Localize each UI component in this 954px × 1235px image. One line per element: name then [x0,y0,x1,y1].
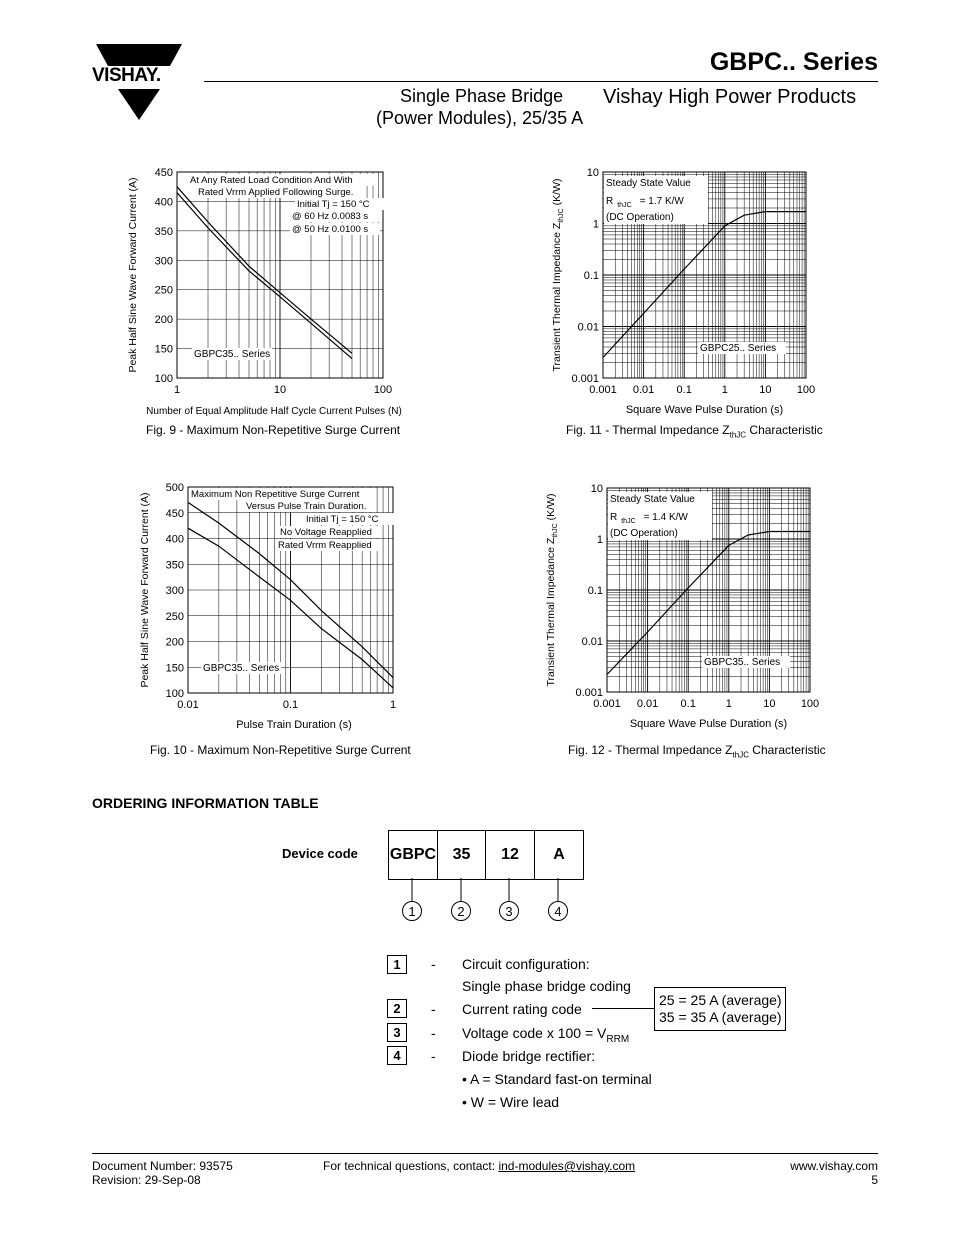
code-circle-2: 2 [451,901,471,921]
item-num-3: 3 [387,1023,407,1042]
fig12-caption [568,743,826,759]
thermal-curve [603,212,806,358]
device-code-label: Device code [282,846,358,861]
item-dash-2: - [431,1001,436,1017]
fig11-chart [548,158,838,423]
device-code-table [388,830,584,880]
y-tick-label: 250 [154,284,173,297]
bullet-w-text: W = Wire lead [470,1094,560,1110]
y-tick-label: 10 [586,167,599,179]
fig11-caption [566,423,823,439]
x-tick-label: 0.1 [282,699,299,711]
annotation-text: At Any Rated Load Condition And With [190,175,353,186]
code-circle-1: 1 [402,901,422,921]
contact-email-link[interactable]: ind-modules@vishay.com [498,1159,636,1173]
fig11-caption-sub: thJC [729,430,747,440]
code-cell-gbpc: GBPC [389,831,438,879]
x-tick-label: 0.01 [632,384,655,396]
doc-number: Document Number: 93575 [92,1159,233,1173]
brand-line: Vishay High Power Products [603,86,857,108]
annotation-text: Initial Tj = 150 °C [306,514,379,525]
x-tick-label: 10 [763,698,776,710]
x-axis-label: Square Wave Pulse Duration (s) [625,404,784,416]
y-tick-label: 0.1 [583,270,599,282]
annotation-steady: Steady State Value [606,178,691,189]
y-tick-label: 400 [165,533,184,546]
item-text-3 [462,1025,629,1045]
page-title: GBPC.. Series [709,48,878,76]
thermal-curve [607,532,810,675]
y-tick-label: 200 [154,314,173,327]
y-tick-label: 450 [154,167,173,179]
x-axis-label: Pulse Train Duration (s) [236,719,352,731]
x-tick-label: 1 [721,384,728,396]
series-label: GBPC25.. Series [700,343,777,354]
x-tick-label: 0.001 [589,384,617,396]
contact-pre: For technical questions, contact: [323,1159,499,1173]
x-tick-label: 1 [173,384,181,396]
current-code-box [654,987,786,1031]
fig12-caption-pre: Fig. 12 - Thermal Impedance Z [568,743,733,757]
item-text-1b: Single phase bridge coding [462,978,631,994]
annotation-text: Rated Vrrm Reapplied [278,540,372,551]
subtitle-line2: (Power Modules), 25/35 A [376,108,584,128]
fig10-chart [134,474,424,739]
y-tick-label: 0.1 [587,585,603,597]
item-text-1: Circuit configuration: [462,956,590,972]
item-dash-3: - [431,1025,436,1041]
y-tick-label: 350 [165,559,184,572]
x-tick-label: 0.001 [593,698,621,710]
y-tick-label: 0.01 [581,636,603,648]
y-tick-label: 1 [596,534,603,546]
fig10-caption: Fig. 10 - Maximum Non-Repetitive Surge Current [150,743,411,757]
fig12-caption-sub: thJC [732,750,749,760]
item-text-2: Current rating code [462,1001,582,1017]
code-cell-voltage: 12 [486,831,535,879]
y-tick-label: 100 [154,373,173,385]
y-tick-label: 300 [165,585,184,597]
x-tick-label: 100 [800,698,820,710]
annotation-text: Initial Tj = 150 °C [297,199,370,210]
x-tick-label: 10 [273,384,287,396]
page-number: 5 [871,1173,878,1187]
y-tick-label: 100 [165,688,184,700]
fig11-caption-pre: Fig. 11 - Thermal Impedance Z [566,423,730,437]
x-tick-label: 0.1 [680,698,696,710]
current-connector [592,1008,654,1009]
subtitle-line1: Single Phase Bridge [400,86,564,106]
item-num-4: 4 [387,1046,407,1065]
x-tick-label: 1 [725,698,732,710]
logo-text: VISHAY. [92,65,161,86]
item-dash-4: - [431,1048,436,1064]
annotation-dc: (DC Operation) [606,212,674,223]
x-tick-label: 100 [796,384,816,396]
y-tick-label: 350 [154,225,173,238]
y-tick-label: 0.01 [577,321,599,334]
footer-rule [92,1153,878,1154]
y-axis-label: Transient Thermal Impedance $Z_{thJC}$ (K/W) [545,493,559,687]
x-tick-label: 0.01 [636,698,659,710]
y-tick-label: 1 [592,218,599,231]
x-tick-label: 10 [759,384,772,396]
y-tick-label: 10 [590,483,603,495]
fig11-caption-post: Characteristic [746,423,823,437]
contact-line [323,1159,635,1173]
annotation-dc: (DC Operation) [610,528,678,539]
current-code-25: 25 = 25 A (average) [659,992,782,1008]
x-tick-label: 0.01 [177,699,199,711]
item-text-3-sub: RRM [606,1033,630,1045]
item-text-3-main: Voltage code x 100 = V [462,1025,607,1041]
header-rule [204,81,878,82]
annotation-text: Rated Vrrm Applied Following Surge. [198,187,354,198]
annotation-text: No Voltage Reapplied [280,527,372,538]
code-circle-4: 4 [548,901,568,921]
x-axis-label: Number of Equal Amplitude Half Cycle Current Pulses (N) [146,406,402,417]
series-label: GBPC35.. Series [194,349,271,360]
x-tick-label: 100 [373,384,393,396]
y-tick-label: 500 [165,482,184,494]
annotation-text: @ 50 Hz 0.0100 s [292,224,369,235]
bullet-a-text: A = Standard fast-on terminal [470,1071,652,1087]
code-cell-type: A [553,846,565,863]
website[interactable]: www.vishay.com [790,1159,878,1173]
item-dash-1: - [431,956,436,972]
y-tick-label: 450 [165,507,184,520]
item-num-1: 1 [387,955,407,974]
y-tick-label: 200 [165,636,184,649]
code-connectors [388,878,582,902]
annotation-rthjc: R $_{thJC}$ = 1.7 K/W [606,196,684,209]
annotation-text: Versus Pulse Train Duration. [246,501,367,512]
y-tick-label: 250 [165,610,184,623]
code-cell-current: 35 [438,831,486,879]
y-tick-label: 400 [154,196,173,209]
series-label: GBPC35.. Series [704,657,781,668]
code-circle-3: 3 [499,901,519,921]
y-tick-label: 150 [154,343,173,356]
annotation-text: @ 60 Hz 0.0083 s [292,211,369,222]
y-axis-label: Transient Thermal Impedance $Z_{thJC}$ (K/W) [551,178,565,372]
y-tick-label: 0.001 [571,373,599,385]
series-label: GBPC35.. Series [203,663,280,674]
fig9-caption: Fig. 9 - Maximum Non-Repetitive Surge Current [146,423,401,437]
fig9-chart [124,158,424,423]
y-tick-label: 0.001 [575,687,603,699]
item-text-4: Diode bridge rectifier: [462,1048,596,1064]
item-num-2: 2 [387,999,407,1018]
x-axis-label: Square Wave Pulse Duration (s) [629,718,788,730]
current-code-35: 35 = 35 A (average) [659,1009,782,1025]
bullet-w: • W = Wire lead [462,1094,560,1110]
y-axis-label: Peak Half Sine Wave Forward Current (A) [139,492,151,688]
fig12-chart [544,474,834,739]
x-tick-label: 1 [389,699,397,711]
annotation-steady: Steady State Value [610,494,695,505]
bullet-a: • A = Standard fast-on terminal [462,1071,652,1087]
annotation-rthjc: R $_{thJC}$ = 1.4 K/W [610,512,688,525]
y-axis-label: Peak Half Sine Wave Forward Current (A) [127,177,139,373]
y-tick-label: 150 [165,662,184,675]
fig12-caption-post: Characteristic [748,743,826,757]
ordering-title: ORDERING INFORMATION TABLE [92,795,319,811]
revision: Revision: 29-Sep-08 [92,1173,201,1187]
annotation-text: Maximum Non Repetitive Surge Current [191,489,360,500]
x-tick-label: 0.1 [676,384,692,396]
y-tick-label: 300 [154,255,173,268]
